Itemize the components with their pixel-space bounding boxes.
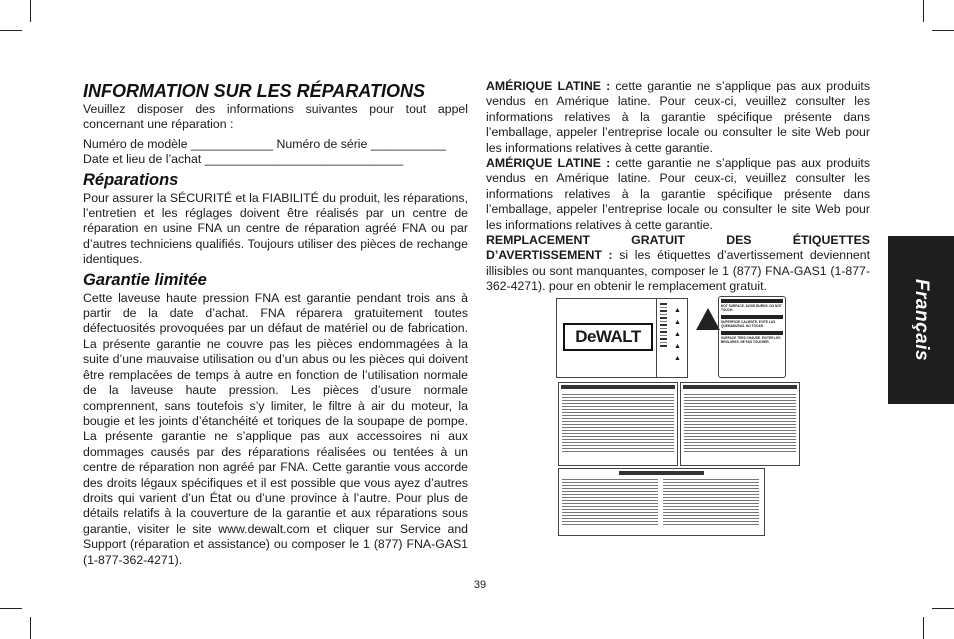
info-title: INFORMATION SUR LES RÉPARATIONS (83, 81, 425, 101)
warning-label-left (558, 382, 678, 466)
hot-warning-es: SUPERFICIE CALIENTE. EVITE LAS QUEMADURAS. NO TOCAR. (721, 320, 776, 328)
side-tab-label: Français (911, 278, 932, 362)
warning-label-bottom (558, 468, 765, 536)
crop-mark (932, 608, 954, 609)
replace-lead: REMPLACEMENT GRATUIT DES ÉTIQUETTES D’AVERTISSEMENT : (486, 233, 870, 263)
warranty-body: Cette laveuse haute pression FNA est garantie pendant trois ans à partir de la date d’achat. FNA réparera gratuitement toutes défectuosités provoquées par un défaut de matériel ou de fabrication. La présente garantie ne couvre pas les pièces endommagées à la suite d’une mauvaise utilisation ou d’un abus ou les pièces qui doivent être remplacées de temps à autre en fonction de l’utilisation normale de la laveuse haute pression. Les pièces d’usure normale comprennent, sans toutefois s’y limiter, le filtre à air du moteur, la bougie et les joints d’étanchéité et toriques de la soupape de pompe. La présente garantie ne s’applique pas aux accessoires ni aux dommages causés par des réparations réalisées ou tentées à un centre de réparation non agréé par FNA. Cette garantie vous accorde des droits légaux spécifiques et il est possible que vous ayez d’autres droits qui varient d’un État ou d’une province à l’autre. Pour plus de détails relatifs à la couverture de la garantie et aux réparations sous garantie, visiter le site www.dewalt.com et cliquer sur Service and Support (réparation et assistance) ou composer le 1 (877) FNA-GAS1 (1-877-362-4271). (83, 290, 468, 567)
crop-mark (30, 0, 31, 22)
warning-symbols-icon: ▲ ▲ ▲ ▲ ▲ (674, 307, 681, 362)
crop-mark (0, 608, 22, 609)
label-replacement-paragraph (486, 233, 870, 295)
hot-warning-fr: SURFACE TRÈS CHAUDE. ÉVITER LES BRÛLURES. NE PAS TOUCHER. (721, 336, 781, 344)
warning-label-right (680, 382, 800, 466)
latam-paragraph-2 (486, 156, 870, 233)
language-side-tab (888, 236, 954, 404)
latam-2-body: cette garantie ne s’applique pas aux produits vendus en Amérique latine. Pour ceux-ci, veuillez consulter les informations relatives à la garantie spécifique présente dans l’emballage, appeler l’entreprise locale ou consulter le site Web pour les informations relatives à cette garantie. (486, 156, 870, 232)
right-column (486, 79, 870, 295)
left-column (83, 80, 468, 568)
brand-label (556, 298, 658, 378)
crop-mark (923, 617, 924, 639)
vertical-warning-strip (656, 298, 688, 378)
page-number: 39 (473, 579, 487, 591)
brand-logo: DeWALT (563, 323, 653, 351)
info-intro: Veuillez disposer des informations suivantes pour tout appel concernant une réparation : (83, 102, 468, 132)
hot-surface-label (696, 296, 786, 378)
latam-1-lead: AMÉRIQUE LATINE : (486, 79, 611, 93)
crop-mark (932, 30, 954, 31)
replace-body: si les étiquettes d’avertissement deviennent illisibles ou sont manquantes, composer le 1 (877) FNA-GAS1 (1-877-362-4271). pour en obtenir le remplacement gratuit. (486, 248, 871, 294)
crop-mark (30, 617, 31, 639)
info-fields-model-serial: Numéro de modèle ____________ Numéro de série ___________ (83, 136, 447, 151)
info-fields-date-place: Date et lieu de l’achat _____________________________ (83, 152, 404, 167)
repairs-body: Pour assurer la SÉCURITÉ et la FIABILITÉ du produit, les réparations, l’entretien et les réglages doivent être réalisés par un centre de réparation en usine FNA un centre de réparation agréé FNA ou par d’autres techniciens qualifiés. Toujours utiliser des pièces de rechange identiques. (83, 190, 468, 267)
labels-illustration (556, 296, 796, 536)
warranty-title: Garantie limitée (83, 270, 207, 289)
latam-2-lead: AMÉRIQUE LATINE : (486, 156, 611, 171)
latam-paragraph-1 (486, 79, 870, 156)
latam-1-body: cette garantie ne s’applique pas aux produits vendus en Amérique latine. Pour ceux-ci, veuillez consulter les informations relatives à la garantie spécifique présente dans l’emballage, appeler l’entreprise locale ou consulter le site Web pour les informations relatives à cette garantie. (486, 79, 870, 155)
hot-warning-en: HOT SURFACE. AVOID BURNS. DO NOT TOUCH. (721, 304, 782, 312)
crop-mark (0, 30, 22, 31)
crop-mark (923, 0, 924, 22)
warning-triangle-icon (696, 308, 720, 330)
repairs-title: Réparations (83, 170, 179, 189)
